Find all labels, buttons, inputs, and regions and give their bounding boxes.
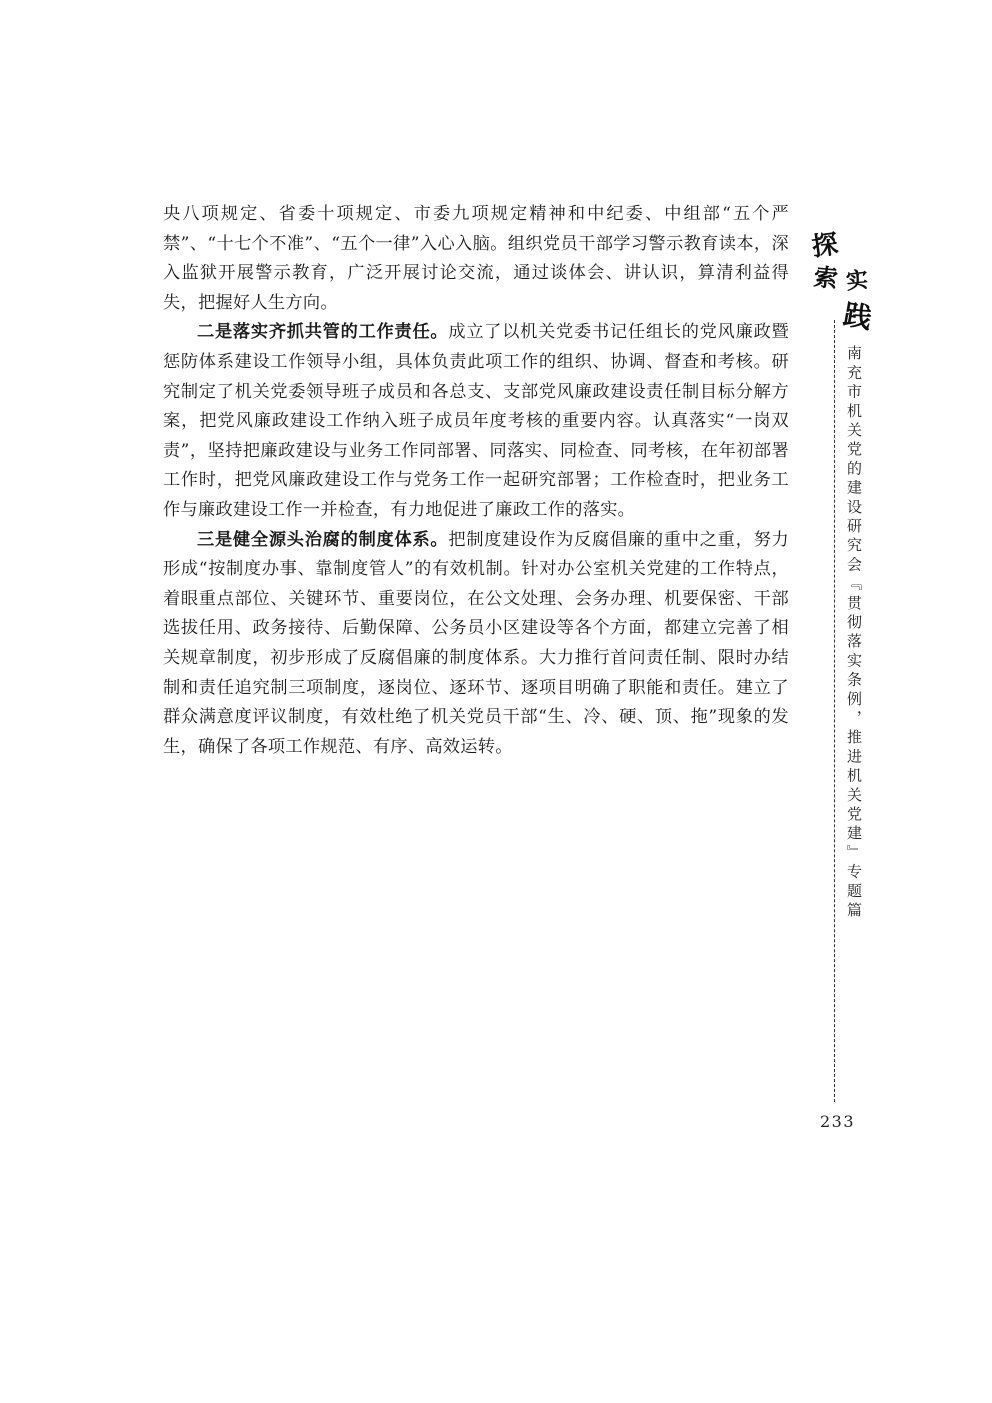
sidebar-title: 南充市机关党的建设研究会『贯彻落实条例，推进机关党建』专题篇	[845, 345, 863, 921]
paragraph-2-text: 成立了以机关党委书记任组长的党风廉政暨惩防体系建设工作领导小组，具体负责此项工作的组织、协调、督查和考核。研究制定了机关党委领导班子成员和各总支、支部党风廉政建设责任制目标分解方案，把党风廉政建设工作纳入班子成员年度考核的重要内容。认真落实“一岗双责”，坚持把廉政建设与业务工作同部署、同落实、同检查、同考核，在年初部署工作时，把党风廉政建设工作与党务工作一起研究部署；工作检查时，把业务工作与廉政建设工作一并检查，有力地促进了廉政工作的落实。	[163, 322, 790, 520]
svg-text:践: 践	[840, 297, 875, 336]
paragraph-1	[163, 200, 789, 318]
page-number: 233	[820, 1112, 856, 1131]
paragraph-1-text: 央八项规定、省委十项规定、市委九项规定精神和中纪委、中组部“五个严禁”、“十七个不准”、“五个一律”入心入脑。组织党员干部学习警示教育读本，深入监狱开展警示教育，广泛开展讨论交流，通过谈体会、讲认识，算清利益得失，把握好人生方向。	[163, 204, 789, 313]
sidebar-dashed-divider	[834, 320, 835, 1102]
svg-text:实: 实	[844, 266, 870, 295]
calligraphy-logo	[808, 228, 878, 336]
paragraph-2	[163, 318, 789, 525]
paragraph-2-heading: 二是落实齐抓共管的工作责任。	[197, 322, 449, 343]
paragraph-3-heading: 三是健全源头治腐的制度体系。	[197, 529, 449, 550]
body-text	[163, 200, 789, 762]
svg-text:索: 索	[812, 261, 840, 294]
svg-text:探: 探	[810, 229, 840, 263]
paragraph-3-text: 把制度建设作为反腐倡廉的重中之重，努力形成“按制度办事、靠制度管人”的有效机制。针对办公室机关党建的工作特点，着眼重点部位、关键环节、重要岗位，在公文处理、会务办理、机要保密、干部选拔任用、政务接待、后勤保障、公务员小区建设等各个方面，都建立完善了相关规章制度，初步形成了反腐倡廉的制度体系。大力推行首问责任制、限时办结制和责任追究制三项制度，逐岗位、逐环节、逐项目明确了职能和责任。建立了群众满意度评议制度，有效杜绝了机关党员干部“生、冷、硬、顶、拖”现象的发生，确保了各项工作规范、有序、高效运转。	[163, 529, 790, 757]
paragraph-3	[163, 526, 789, 763]
